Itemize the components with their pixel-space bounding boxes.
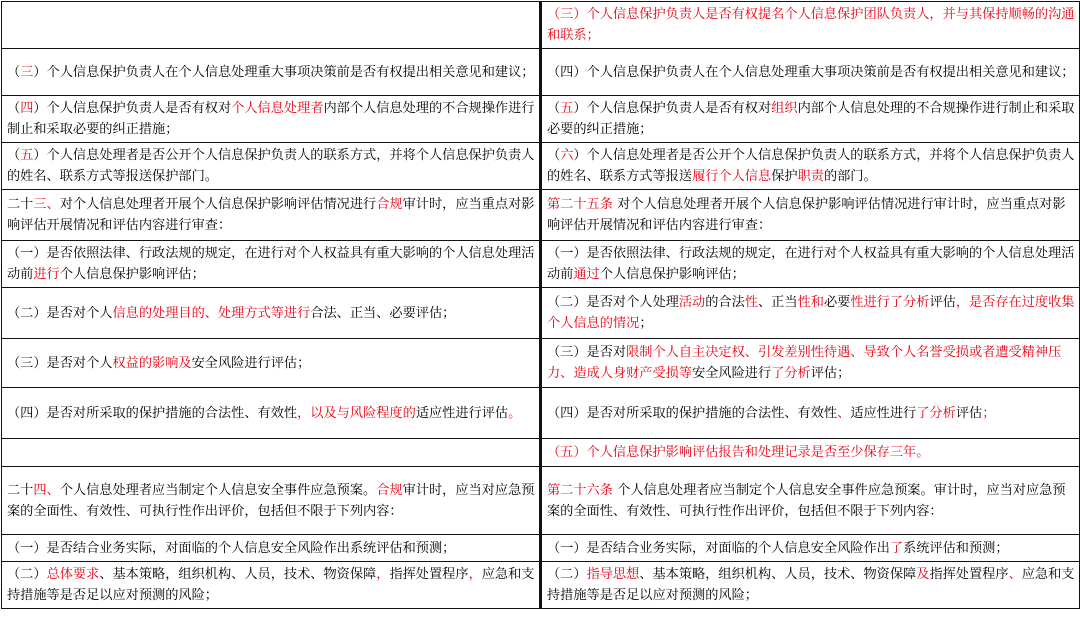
highlighted-text: （五）个人信息保护影响评估报告和处理记录是否至少保存三年。 xyxy=(547,445,930,460)
text-segment: （三）是否对 xyxy=(547,345,627,360)
highlighted-text: ， xyxy=(376,567,390,582)
highlighted-text: 了分析 xyxy=(916,405,956,421)
text-segment: 对个人信息处理者开展个人信息保护影响评估情况进行审计时，应当重点对影响评估开展情况和评估内容进行审查： xyxy=(547,197,1066,233)
right-cell xyxy=(541,241,1080,288)
text-segment: 评估 xyxy=(955,405,983,421)
text-segment: 的合法 xyxy=(705,295,745,310)
text-segment: （一）是否依照法律、行政法规的规定，在进行对个人权益具有重大影响的个人信息处理活动前 xyxy=(547,246,1075,282)
text-segment: （ xyxy=(547,101,561,116)
left-cell xyxy=(2,96,541,143)
text-segment: 二十 xyxy=(7,197,34,212)
left-cell xyxy=(2,143,541,190)
text-segment: 评估 xyxy=(929,295,956,310)
text-segment: （二）是否对个人 xyxy=(7,305,113,321)
highlighted-text: 六 xyxy=(560,148,574,163)
highlighted-text: 活动 xyxy=(678,295,706,310)
right-cell xyxy=(541,143,1080,190)
highlighted-text: ，是否存在过度收集个人信息的情况 xyxy=(547,295,1075,331)
table-row xyxy=(2,49,1080,96)
highlighted-text: 了分析 xyxy=(771,366,811,381)
right-cell xyxy=(541,190,1080,241)
highlighted-text: 四、 xyxy=(33,482,60,498)
right-cell xyxy=(541,439,1080,467)
text-segment: （四）是否对所采取的保护措施的合法性、有效性 xyxy=(7,405,298,421)
highlighted-text: 三 xyxy=(20,64,34,80)
text-segment: （ xyxy=(7,148,21,163)
text-segment: 审计时，应当对应急预案的全面性、有效性、可执行性作出评价，包括但不限于下列内容： xyxy=(7,482,535,519)
text-segment: 个人信息保护影响评估； xyxy=(599,267,745,282)
table-row xyxy=(2,2,1080,49)
text-segment: （二） xyxy=(547,567,587,582)
text-segment: （三）是否对个人 xyxy=(7,355,113,371)
text-segment: ）个人信息保护负责人在个人信息处理重大事项决策前是否有权提出相关意见和建议； xyxy=(33,64,535,80)
right-cell xyxy=(541,96,1080,143)
highlighted-text: 信息的处理目的、处理方式等进行 xyxy=(112,305,311,321)
right-cell xyxy=(541,2,1080,49)
text-segment: 个人信息处理者应当制定个人信息安全事件应急预案。 xyxy=(59,482,377,498)
highlighted-text: 五 xyxy=(20,148,34,163)
text-segment: （四）个人信息保护负责人在个人信息处理重大事项决策前是否有权提出相关意见和建议； xyxy=(547,64,1075,80)
text-segment: 、基本策略，组织机构、人员，技术、物资保障 xyxy=(99,567,377,582)
highlighted-text: 及 xyxy=(916,567,930,582)
highlighted-text: （三）个人信息保护负责人是否有权提名个人信息保护团队负责人，并与其保持顺畅的沟通和联系； xyxy=(547,7,1075,43)
text-segment: （二） xyxy=(7,567,47,582)
text-segment: 评估； xyxy=(810,366,851,381)
highlighted-text: ； xyxy=(982,405,996,421)
left-cell xyxy=(2,562,541,609)
highlighted-text: 总体要求 xyxy=(46,567,100,582)
text-segment: 合法、正当、必要评估； xyxy=(310,305,456,321)
text-segment: 安全风险进行评估； xyxy=(191,355,311,371)
highlighted-text: 、 xyxy=(1008,567,1022,582)
highlighted-text: 第二十五条 xyxy=(547,197,613,212)
text-segment: 适应性进行 xyxy=(850,405,917,421)
highlighted-text: 四 xyxy=(20,101,34,116)
text-segment: 审计时，应当重点对影响评估开展情况和评估内容进行审查： xyxy=(7,197,535,233)
highlighted-text: 个人信息处理者 xyxy=(231,101,324,116)
text-segment: 应急和支持措施等是否足以应对预测的风险； xyxy=(7,567,535,603)
right-cell xyxy=(541,49,1080,96)
table-row xyxy=(2,241,1080,288)
highlighted-text: 。 xyxy=(508,405,522,421)
text-segment: （ xyxy=(7,64,21,80)
text-segment: （一）是否结合业务实际，对面临的个人信息安全风险作出 xyxy=(547,540,890,556)
highlighted-text: 了 xyxy=(889,540,904,556)
text-segment: ）个人信息保护负责人是否有权对 xyxy=(573,101,772,116)
left-cell xyxy=(2,388,541,439)
right-cell xyxy=(541,467,1080,535)
table-row xyxy=(2,388,1080,439)
text-segment: （四）是否对所采取的保护措施的合法性、有效性 xyxy=(547,405,838,421)
highlighted-text: 性和 xyxy=(797,295,824,310)
highlighted-text: 性进行了分析 xyxy=(850,295,930,310)
text-segment: 对个人信息处理者开展个人信息保护影响评估情况进行 xyxy=(59,197,377,212)
right-cell xyxy=(541,339,1080,388)
text-segment: （ xyxy=(7,101,21,116)
table-row xyxy=(2,339,1080,388)
text-segment: 适应性进行评估 xyxy=(415,405,509,421)
left-cell xyxy=(2,535,541,562)
right-cell xyxy=(541,388,1080,439)
text-segment: ； xyxy=(639,316,653,331)
highlighted-text: 指导思想 xyxy=(586,567,640,582)
highlighted-text: 、 xyxy=(837,405,851,421)
left-cell xyxy=(2,2,541,49)
text-segment: 指挥处置程序 xyxy=(389,567,469,582)
highlighted-text: 通过 xyxy=(573,267,600,282)
table-row xyxy=(2,467,1080,535)
text-segment: 二十 xyxy=(7,482,34,498)
table-row xyxy=(2,288,1080,339)
text-segment: 保护 xyxy=(771,169,798,184)
text-segment: （ xyxy=(547,148,561,163)
table-row xyxy=(2,143,1080,190)
highlighted-text: 性 xyxy=(744,295,758,310)
highlighted-text: 限制个人自主决定权、引发差别性待遇、导致个人名誉受损或者遭受精神压力、造成人身财产受损等 xyxy=(547,345,1062,381)
highlighted-text: 合规 xyxy=(376,482,403,498)
text-segment: （一）是否依照法律、行政法规的规定，在进行对个人权益具有重大影响的个人信息处理活动前 xyxy=(7,246,535,282)
left-cell xyxy=(2,49,541,96)
text-segment: 应急和支持措施等是否足以应对预测的风险； xyxy=(547,567,1075,603)
text-segment: 内部个人信息处理的不合规操作进行制止和采取必要的纠正措施； xyxy=(547,101,1075,137)
right-cell xyxy=(541,535,1080,562)
left-cell xyxy=(2,241,541,288)
text-segment: 指挥处置程序 xyxy=(929,567,1009,582)
highlighted-text: 第二十六条 xyxy=(547,482,613,498)
left-cell xyxy=(2,439,541,467)
text-segment: 内部个人信息处理的不合规操作进行制止和采取必要的纠正措施； xyxy=(7,101,535,137)
table-row xyxy=(2,96,1080,143)
text-segment: 的部门。 xyxy=(823,169,877,184)
table-row xyxy=(2,562,1080,609)
left-cell xyxy=(2,339,541,388)
right-cell xyxy=(541,288,1080,339)
text-segment: （二）是否对个人处理 xyxy=(547,295,679,310)
highlighted-text: 履行个人信息 xyxy=(692,169,772,184)
highlighted-text: 三、 xyxy=(33,197,60,212)
text-segment: 个人信息保护影响评估； xyxy=(59,267,205,282)
text-segment: ）个人信息处理者是否公开个人信息保护负责人的联系方式，并将个人信息保护负责人的姓名、联系方式等报送保护部门。 xyxy=(7,148,535,184)
text-segment: 系统评估和预测； xyxy=(903,540,1009,556)
text-segment: ）个人信息保护负责人是否有权对 xyxy=(33,101,232,116)
left-cell xyxy=(2,190,541,241)
text-segment: 个人信息处理者应当制定个人信息安全事件应急预案。审计时，应当对应急预案的全面性、有效性、可执行性作出评价，包括但不限于下列内容： xyxy=(547,482,1066,519)
left-cell xyxy=(2,467,541,535)
highlighted-text: ， xyxy=(468,567,482,582)
text-segment: 安全风险进行 xyxy=(692,366,772,381)
table-row xyxy=(2,190,1080,241)
table-row xyxy=(2,439,1080,467)
text-segment: 、正当 xyxy=(758,295,798,310)
table-row xyxy=(2,535,1080,562)
highlighted-text: 组织 xyxy=(771,101,798,116)
right-cell xyxy=(541,562,1080,609)
text-segment: 必要 xyxy=(823,295,851,310)
text-segment: （一）是否结合业务实际，对面临的个人信息安全风险作出系统评估和预测； xyxy=(7,540,456,556)
comparison-table xyxy=(1,1,1080,609)
highlighted-text: 职责 xyxy=(797,169,824,184)
text-segment: 、基本策略，组织机构、人员，技术、物资保障 xyxy=(639,567,917,582)
comparison-table-body xyxy=(2,2,1080,609)
highlighted-text: 进行 xyxy=(33,267,60,282)
highlighted-text: ，以及与风险程度的 xyxy=(297,405,416,421)
highlighted-text: 权益的影响及 xyxy=(112,355,192,371)
left-cell xyxy=(2,288,541,339)
text-segment: ）个人信息处理者是否公开个人信息保护负责人的联系方式，并将个人信息保护负责人的姓名、联系方式等报送 xyxy=(547,148,1075,184)
highlighted-text: 五 xyxy=(560,101,574,116)
highlighted-text: 合规 xyxy=(376,197,403,212)
